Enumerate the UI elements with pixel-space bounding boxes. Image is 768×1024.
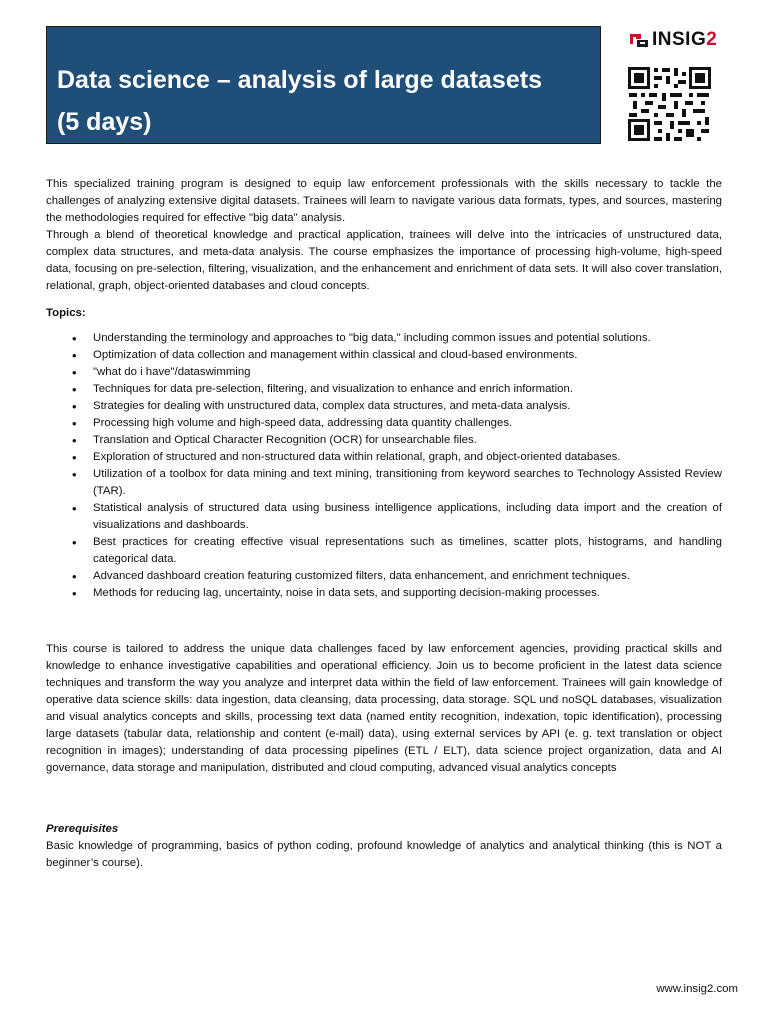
footer-url[interactable]: www.insig2.com xyxy=(656,983,738,995)
intro-text xyxy=(46,176,722,295)
list-item-text: Utilization of a toolbox for data mining and text mining, transitioning from keyword searches to Technology Assisted Review (TAR). xyxy=(93,468,722,497)
page-title-line-2: (5 days) xyxy=(57,108,152,136)
bullet-icon: • xyxy=(72,467,77,482)
list-item-text: Methods for reducing lag, uncertainty, noise in data sets, and supporting decision-making processes. xyxy=(93,587,600,599)
list-item-text: Techniques for data pre-selection, filtering, and visualization to enhance and enrich information. xyxy=(93,383,573,395)
list-item-text: Translation and Optical Character Recognition (OCR) for unsearchable files. xyxy=(93,434,477,446)
list-item xyxy=(46,347,722,364)
prerequisites-text xyxy=(46,838,722,872)
list-item-text: "what do i have"/dataswimming xyxy=(93,366,251,378)
list-item xyxy=(46,398,722,415)
list-item-text: Strategies for dealing with unstructured data, complex data structures, and meta-data analysis. xyxy=(93,400,571,412)
list-item xyxy=(46,432,722,449)
list-item-text: Exploration of structured and non-structured data within relational, graph, and object-oriented databases. xyxy=(93,451,621,463)
list-item xyxy=(46,568,722,585)
list-item xyxy=(46,330,722,347)
list-item xyxy=(46,500,722,534)
bullet-icon: • xyxy=(72,331,77,346)
summary-text xyxy=(46,641,722,777)
list-item xyxy=(46,449,722,466)
list-item xyxy=(46,381,722,398)
bullet-icon: • xyxy=(72,365,77,380)
intro-paragraph-1: This specialized training program is designed to equip law enforcement professionals with the skills necessary to tackle the challenges of analyzing extensive digital datasets. Trainees will learn to navigate various data formats, types, and sources, mastering the methodologies required for effective "big data" analysis. xyxy=(46,178,722,224)
list-item-text: Optimization of data collection and management within classical and cloud-based environments. xyxy=(93,349,578,361)
list-item xyxy=(46,466,722,500)
bullet-icon: • xyxy=(72,569,77,584)
prerequisites-paragraph: Basic knowledge of programming, basics of python coding, profound knowledge of analytics and analytical thinking (this is NOT a beginner’s course). xyxy=(46,840,722,869)
bullet-icon: • xyxy=(72,535,77,550)
list-item-text: Best practices for creating effective visual representations such as timelines, scatter plots, histograms, and handling categorical data. xyxy=(93,536,722,565)
qr-code-icon xyxy=(627,66,713,142)
bullet-icon: • xyxy=(72,348,77,363)
prerequisites-heading: Prerequisites xyxy=(46,823,119,835)
bullet-icon: • xyxy=(72,450,77,465)
bullet-icon: • xyxy=(72,586,77,601)
topics-list xyxy=(46,330,722,602)
logo-text-main: INSIG xyxy=(652,29,707,50)
page-title-line-1: Data science – analysis of large datasets xyxy=(57,66,542,94)
bullet-icon: • xyxy=(72,416,77,431)
insig2-logo xyxy=(628,30,738,50)
insig2-logo-mark-icon xyxy=(628,31,650,49)
bullet-icon: • xyxy=(72,433,77,448)
list-item xyxy=(46,534,722,568)
logo-text xyxy=(652,30,717,50)
list-item xyxy=(46,585,722,602)
bullet-icon: • xyxy=(72,501,77,516)
list-item xyxy=(46,364,722,381)
topics-heading: Topics: xyxy=(46,307,86,319)
title-banner xyxy=(46,26,601,144)
bullet-icon: • xyxy=(72,399,77,414)
intro-paragraph-2: Through a blend of theoretical knowledge and practical application, trainees will delve into the intricacies of unstructured data, complex data structures, and meta-data analysis. The course emphasizes the importance of processing high-volume, high-speed data, focusing on pre-selection, filtering, visualization, and the enhancement and enrichment of data sets. It will also cover translation, relational, graph, object-oriented databases and cloud concepts. xyxy=(46,229,722,292)
list-item-text: Statistical analysis of structured data using business intelligence applications, including data import and the creation of visualizations and dashboards. xyxy=(93,502,722,531)
bullet-icon: • xyxy=(72,382,77,397)
logo-text-accent: 2 xyxy=(706,29,718,50)
list-item-text: Understanding the terminology and approaches to "big data," including common issues and potential solutions. xyxy=(93,332,651,344)
list-item-text: Processing high volume and high-speed data, addressing data quantity challenges. xyxy=(93,417,513,429)
list-item-text: Advanced dashboard creation featuring customized filters, data enhancement, and enrichment techniques. xyxy=(93,570,630,582)
list-item xyxy=(46,415,722,432)
summary-paragraph: This course is tailored to address the unique data challenges faced by law enforcement agencies, providing practical skills and knowledge to enhance investigative capabilities and operational efficiency. Join us to become proficient in the latest data science techniques and transform the way you analyze and interpret data within the field of law enforcement. Trainees will gain knowledge of operative data science skills: data ingestion, data cleansing, data processing, data storage. SQL und noSQL databases, visualization and visual analytics concepts and skills, processing text data (named entity recognition, indexation, topic identification), processing large datasets (tabular data, relationship and content (e-mail) data), using external services by API (e. g. text translation or object recognition in images); understanding of data processing pipelines (ETL / ELT), data science project organization, data and AI governance, data storage and manipulation, distributed and cloud computing, advanced visual analytics concepts xyxy=(46,643,722,774)
